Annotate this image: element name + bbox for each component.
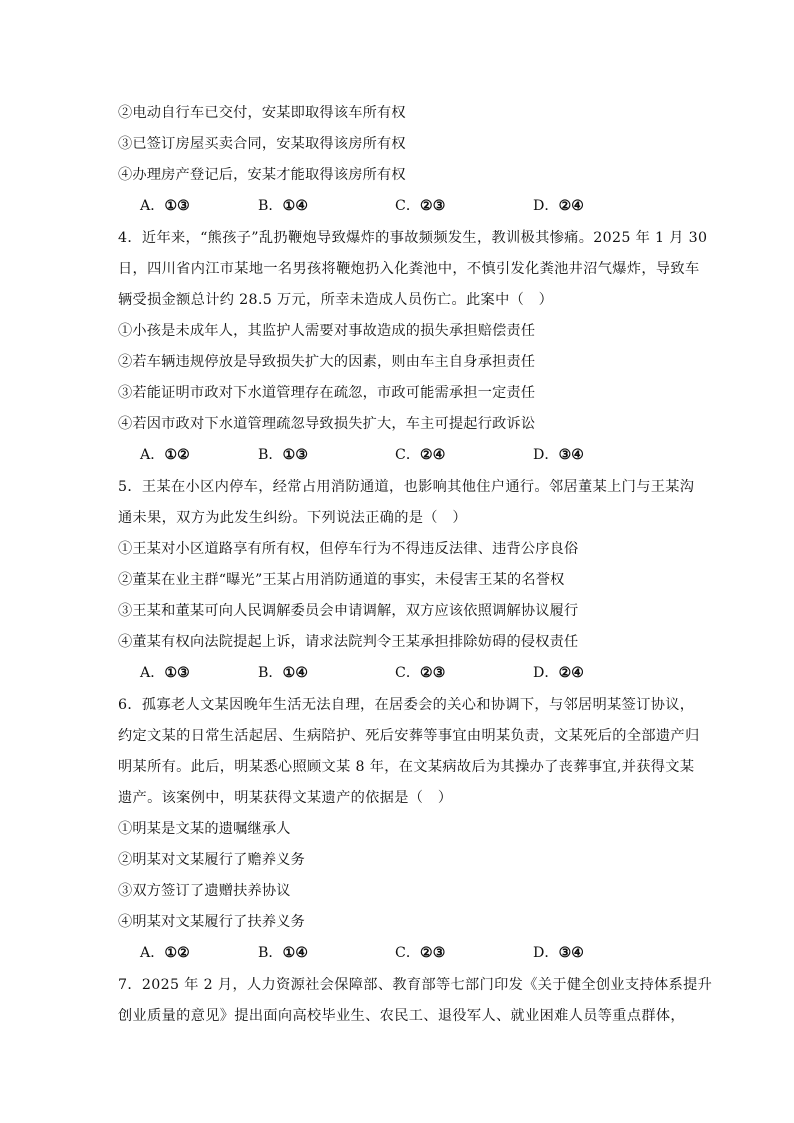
q6-statement-3: ③双方签订了遗赠扶养协议 <box>118 883 291 899</box>
q3-statement-2: ②电动自行车已交付，安某即取得该车所有权 <box>118 105 406 121</box>
q6-stem-line-4: 遗产。该案例中，明某获得文某遗产的依据是（ ） <box>118 790 453 806</box>
q6-stem-line-1: 6．孤寡老人文某因晚年生活无法自理，在居委会的关心和协调下，与邻居明某签订协议， <box>118 697 695 713</box>
q3-option-d: D．②④ <box>533 198 585 214</box>
q6-stem-line-3: 明某所有。此后，明某悉心照顾文某 8 年，在文某病故后为其操办了丧葬事宜,并获得文某 <box>118 759 695 775</box>
q4-statement-3: ③若能证明市政对下水道管理存在疏忽，市政可能需承担一定责任 <box>118 385 536 401</box>
q4-option-a: A．①② <box>140 447 190 463</box>
q4-statement-4: ④若因市政对下水道管理疏忽导致损失扩大，车主可提起行政诉讼 <box>118 416 536 432</box>
q6-statement-1: ①明某是文某的遗嘱继承人 <box>118 821 291 837</box>
q5-stem-line-2: 通未果，双方为此发生纠纷。下列说法正确的是（ ） <box>118 510 467 526</box>
q4-option-d: D．③④ <box>533 447 585 463</box>
q3-statement-4: ④办理房产登记后，安某才能取得该房所有权 <box>118 167 406 183</box>
q5-option-a: A．①③ <box>140 665 190 681</box>
q4-statement-1: ①小孩是未成年人，其监护人需要对事故造成的损失承担赔偿责任 <box>118 323 536 339</box>
q4-option-c: C．②④ <box>395 447 446 463</box>
q5-statement-3: ③王某和董某可向人民调解委员会申请调解，双方应该依照调解协议履行 <box>118 603 579 619</box>
q6-option-b: B．①④ <box>258 945 309 961</box>
q5-option-c: C．②③ <box>395 665 446 681</box>
q5-statement-1: ①王某对小区道路享有所有权，但停车行为不得违反法律、违背公序良俗 <box>118 541 579 557</box>
q6-stem-line-2: 约定文某的日常生活起居、生病陪护、死后安葬等事宜由明某负责，文某死后的全部遗产归 <box>118 728 700 744</box>
q5-statement-2: ②董某在业主群“曝光”王某占用消防通道的事实，未侵害王某的名誉权 <box>118 572 565 588</box>
q5-statement-4: ④董某有权向法院提起上诉，请求法院判令王某承担排除妨碍的侵权责任 <box>118 634 579 650</box>
q5-stem-line-1: 5．王某在小区内停车，经常占用消防通道，也影响其他住户通行。邻居董某上门与王某沟 <box>118 479 695 495</box>
q7-stem-line-1: 7．2025 年 2 月，人力资源社会保障部、教育部等七部门印发《关于健全创业支持体系提升 <box>118 977 713 993</box>
q7-stem-line-2: 创业质量的意见》提出面向高校毕业生、农民工、退役军人、就业困难人员等重点群体， <box>118 1008 685 1024</box>
q6-option-c: C．②③ <box>395 945 446 961</box>
q5-option-d: D．②④ <box>533 665 585 681</box>
q4-stem-line-1: 4．近年来，“熊孩子”乱扔鞭炮导致爆炸的事故频频发生，教训极其惨痛。2025 年 1 月 30 <box>118 230 708 246</box>
q3-option-a: A．①③ <box>140 198 190 214</box>
q6-statement-4: ④明某对文某履行了扶养义务 <box>118 914 306 930</box>
q4-option-b: B．①③ <box>258 447 309 463</box>
q3-option-c: C．②③ <box>395 198 446 214</box>
q6-options <box>140 943 700 963</box>
q4-stem-line-2: 日，四川省内江市某地一名男孩将鞭炮扔入化粪池中，不慎引发化粪池井沼气爆炸，导致车 <box>118 261 700 277</box>
q6-option-a: A．①② <box>140 945 190 961</box>
q4-stem-line-3: 辆受损金额总计约 28.5 万元，所幸未造成人员伤亡。此案中（ ） <box>118 292 554 308</box>
q3-option-b: B．①④ <box>258 198 309 214</box>
q3-statement-3: ③已签订房屋买卖合同，安某取得该房所有权 <box>118 136 406 152</box>
q6-statement-2: ②明某对文某履行了赡养义务 <box>118 852 306 868</box>
q5-options <box>140 663 700 683</box>
q5-option-b: B．①④ <box>258 665 309 681</box>
q3-options <box>140 196 700 216</box>
q4-statement-2: ②若车辆违规停放是导致损失扩大的因素，则由车主自身承担责任 <box>118 354 536 370</box>
q6-option-d: D．③④ <box>533 945 585 961</box>
q4-options <box>140 445 700 465</box>
